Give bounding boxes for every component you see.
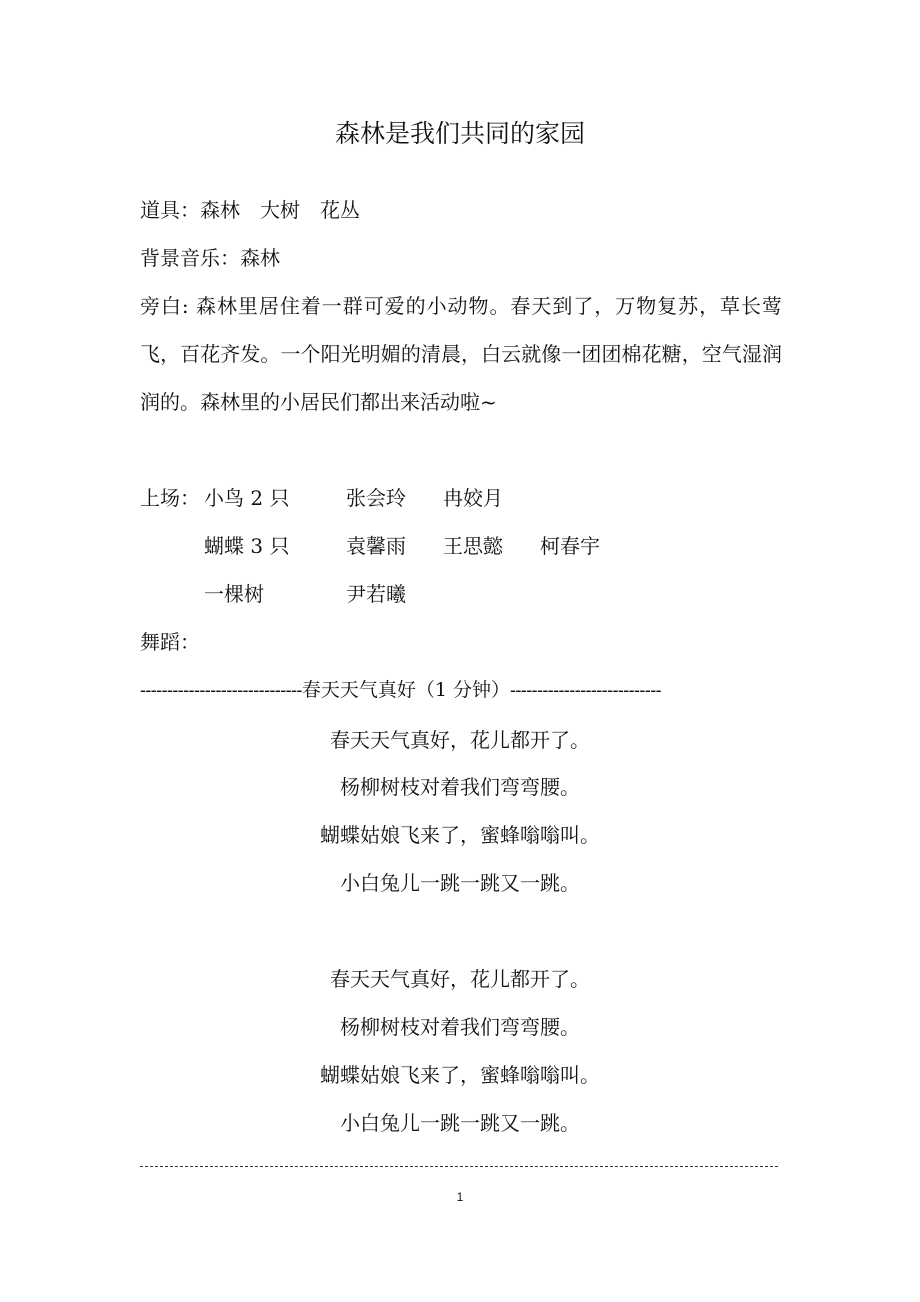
song-heading-divider [140, 676, 772, 704]
cast-actor: 尹若曦 [346, 582, 406, 606]
lyric-line: 杨柳树枝对着我们弯弯腰。 [340, 1015, 580, 1039]
lyric-line: 春天天气真好，花儿都开了。 [330, 728, 590, 752]
dash-right: ---------------------------- [509, 680, 662, 700]
props-line: 道具：森林 大树 花丛 [140, 198, 360, 222]
cast-role: 小鸟 2 只 [204, 486, 290, 510]
footer-divider [140, 1166, 778, 1167]
lyric-line: 蝴蝶姑娘飞来了，蜜蜂嗡嗡叫。 [320, 1063, 600, 1087]
cast-actor: 柯春宇 [540, 534, 600, 558]
lyric-line: 小白兔儿一跳一跳又一跳。 [340, 1111, 580, 1135]
cast-actor: 张会玲 [346, 486, 406, 510]
cast-role: 一棵树 [204, 582, 264, 606]
cast-actor: 冉姣月 [443, 486, 503, 510]
lyric-line: 春天天气真好，花儿都开了。 [330, 967, 590, 991]
dash-left: ------------------------------ [140, 680, 302, 700]
page-number: 1 [456, 1190, 464, 1204]
cast-role: 蝴蝶 3 只 [204, 534, 290, 558]
lyric-line: 小白兔儿一跳一跳又一跳。 [340, 871, 580, 895]
narration-paragraph: 旁白: 森林里居住着一群可爱的小动物。春天到了，万物复苏，草长莺飞，百花齐发。一个阳光明媚的清晨，白云就像一团团棉花糖，空气湿润润的。森林里的小居民们都出来活动啦~ [140, 294, 782, 414]
lyric-line: 蝴蝶姑娘飞来了，蜜蜂嗡嗡叫。 [320, 823, 600, 847]
cast-label: 上场： [140, 486, 200, 510]
page-title: 森林是我们共同的家园 [334, 119, 585, 148]
music-line: 背景音乐：森林 [140, 246, 280, 270]
cast-actor: 袁馨雨 [346, 534, 406, 558]
cast-actor: 王思懿 [443, 534, 503, 558]
lyric-line: 杨柳树枝对着我们弯弯腰。 [340, 775, 580, 799]
dance-label: 舞蹈： [140, 630, 200, 654]
song-heading: 春天天气真好（1 分钟） [301, 679, 510, 701]
